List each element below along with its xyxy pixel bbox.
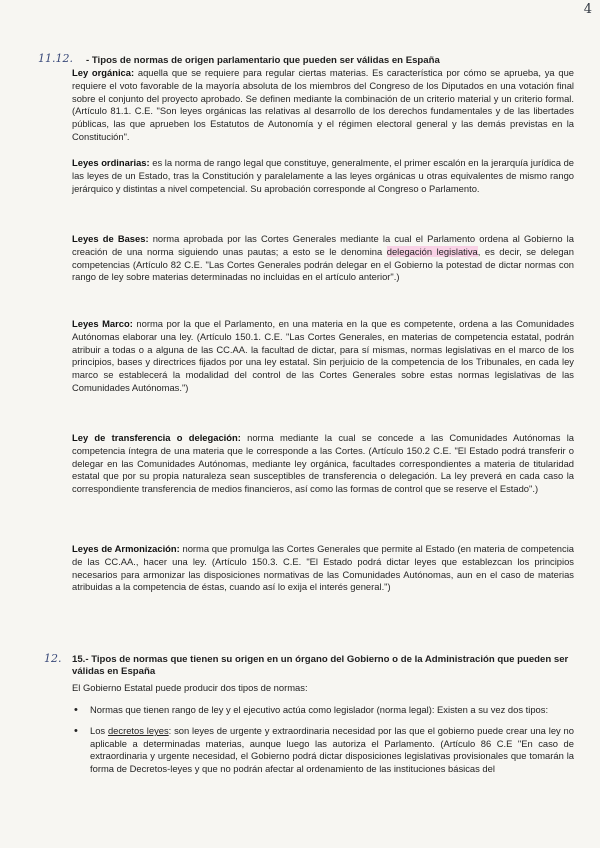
bullet-normas-rango-ley: Normas que tienen rango de ley y el ejecutivo actúa como legislador (norma legal): Existen a su vez dos tipos: [90, 704, 549, 715]
term-leyes-marco: Leyes Marco: [72, 318, 133, 329]
text-ley-organica: aquella que se requiere para regular ciertas materias. Es característica por cómo se aprueba, ya que requiere el voto favorable de la mayoría absoluta de los miembros del Congreso de los Diputados en una votación final sobre el conjunto del proyecto aprobado. Se definen mediante la combinación de un criterio material y un criterio formal. (Artículo 81.1. C.E. "Son leyes orgánicas las relativas al desarrollo de los derechos fundamentales y de las libertades públicas, las que aprueben los Estatutos de Autonomía y el régimen electoral general y las demás previstas en la Constitución". [72, 67, 574, 142]
paragraph-ley-organica [72, 67, 574, 144]
term-ley-organica: Ley orgánica: [72, 67, 135, 78]
text-leyes-armonizacion: norma que promulga las Cortes Generales que permite al Estado (en materia de competencia de las CC.AA., hacer una ley. (Artículo 150.3. C.E. "El Estado podrá dictar leyes que establezcan los principios necesarios para armonizar las disposiciones normativas de las Comunidades Autónomas, aun en el caso de materias atribuidas a la competencia de éstas, cuando así lo exija el interés general.") [72, 543, 574, 593]
text-leyes-marco: norma por la que el Parlamento, en una materia en la que es competente, ordena a las Comunidades Autónomas elaborar una ley. (Artículo 150.1. C.E. "Las Cortes Generales, en materias de competencia estatal, podrán atribuir a todas o a alguna de las CC.AA. la facultad de dictar, para sí mismas, normas legislativas en el marco de los principios, bases y directrices fijados por una ley estatal. Sin perjuicio de la competencia de los Tribunales, en cada ley marco se establecerá la modalidad del control de las Cortes Generales sobre estas normas legislativas de las Comunidades Autónomas.") [72, 318, 575, 393]
paragraph-ley-transferencia [72, 432, 574, 496]
section14-title: - Tipos de normas de origen parlamentario que pueden ser válidas en España [86, 55, 440, 66]
term-leyes-ordinarias: Leyes ordinarias: [72, 157, 150, 168]
page-corner-mark: 4 [583, 2, 592, 17]
list-item [72, 704, 574, 717]
highlight-delegacion-legislativa: delegación legislativa [386, 245, 478, 257]
term-ley-transferencia: Ley de transferencia o delegación: [72, 432, 241, 443]
term-leyes-armonizacion: Leyes de Armonización: [72, 543, 180, 554]
text-leyes-ordinarias: es la norma de rango legal que constituye, generalmente, el primer escalón en la jerarquía jurídica de las leyes de un Estado, tras la Constitución y paralelamente a las leyes orgánicas u otras equivalentes de mismo rango jerárquico y distintas a nivel competencial. Su aprobación corresponde al Congreso o Parlamento. [72, 157, 574, 194]
list-item [72, 725, 574, 776]
paragraph-leyes-armonizacion [72, 543, 574, 594]
section15-margin-note: 12. [44, 652, 62, 665]
text-ley-transferencia: norma mediante la cual se concede a las Comunidades Autónomas la competencia íntegra de una materia que le corresponde a las Cortes. (Artículo 150.2 C.E. "El Estado podrá transferir o delegar en las Comunidades Autónomas, mediante ley orgánica, facultades correspondientes a materia de titularidad estatal que por su propia naturaleza sean susceptibles de transferencia o delegación. La ley preverá en cada caso la correspondiente transferencia de medios financieros, así como las formas de control que se reserve el Estado".) [72, 432, 574, 495]
text-leyes-de-bases-pre: norma aprobada por las Cortes Generales mediante la cual el Parlamento ordena al Gobierno la creación de una norma siguiendo unas pautas; a esto se le denomina [72, 233, 574, 257]
section14-margin-note: 11.12. [38, 52, 73, 65]
bullet-decretos-pre: Los [90, 724, 108, 736]
text-leyes-de-bases: , es decir, se delegan competencias (Artículo 82 C.E. "Las Cortes Generales podrán delegar en el Gobierno la potestad de dictar normas con rango de ley sobre materias determinadas no incluidas en el artículo anterior".) [72, 245, 574, 283]
paragraph-leyes-ordinarias [72, 157, 574, 195]
section15-bullet-list [72, 704, 574, 784]
term-decretos-leyes: decretos leyes [107, 724, 169, 736]
section15-intro: El Gobierno Estatal puede producir dos tipos de normas: [72, 682, 308, 693]
paragraph-leyes-marco [72, 318, 574, 395]
section15-title: 15.- Tipos de normas que tienen su origen en un órgano del Gobierno o de la Administración que pueden ser válidas en España [72, 654, 569, 677]
bullet-decretos-text: : son leyes de urgente y extraordinaria necesidad por las que el gobierno puede crear una ley no aplicable a determinadas materias, aunque luego las autoriza el Parlamento. (Artículo 86 C.E "En caso de extraordinaria y urgente necesidad, el Gobierno podrá dictar disposiciones legislativas provisionales que tomarán la forma de Decretos-leyes y que no podrán afectar al ordenamiento de las instituciones básicas del [90, 724, 574, 775]
term-leyes-de-bases: Leyes de Bases: [72, 233, 149, 244]
paragraph-leyes-de-bases [72, 233, 574, 284]
